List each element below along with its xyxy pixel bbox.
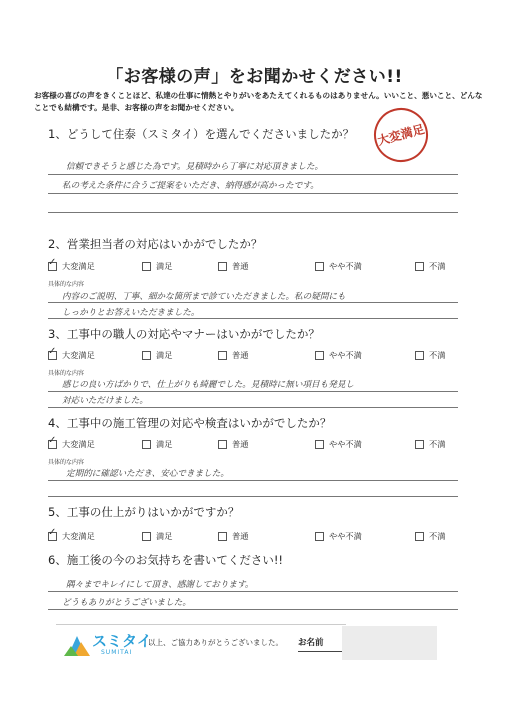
answer-1-line-2: 私の考えた条件に合うご提案をいただき、納得感が高かったです。 [62,181,319,191]
detail-label: 具体的な内容 [48,281,85,288]
checkbox[interactable] [415,351,424,360]
checkbox[interactable] [142,262,151,271]
question-5: 5、工事の仕上がりはいかがですか？ [48,505,240,519]
answer-line [48,318,458,319]
option-q3-dissatisfied[interactable]: 不満 [415,350,445,361]
sumitai-logo-icon [62,632,96,658]
checkbox[interactable] [315,532,324,541]
checkbox[interactable] [415,532,424,541]
answer-line [48,302,458,303]
checkbox[interactable] [48,257,57,271]
stamp-seal: 大変満足 [368,102,434,168]
option-q2-satisfied[interactable]: 満足 [142,261,218,272]
answer-line [48,496,458,497]
option-q2-dissatisfied[interactable]: 不満 [415,261,445,272]
option-q2-very-satisfied[interactable]: ✓ 大変満足 [48,257,95,271]
checkbox[interactable] [48,346,57,360]
option-q3-normal[interactable]: 普通 [218,350,315,361]
check-mark-icon: ✓ [48,435,57,446]
options-q5 [48,527,468,542]
options-q4 [48,435,468,450]
checkbox[interactable] [142,440,151,449]
intro-text: お客様の喜びの声をきくことほど、私達の仕事に情熱とやりがいをあたえてくれるものはありません。いいこと、悪いこと、どんなことでも結構です。是非、お客様の声をお聞かせください。 [34,91,483,112]
checkbox[interactable] [415,440,424,449]
brand-name: スミタイ [92,632,152,650]
thanks-text: 以上、ご協力ありがとうございました。 [148,638,283,647]
answer-line [48,391,458,392]
options-q2 [48,257,468,272]
options-q3 [48,346,468,361]
answer-line [48,591,458,592]
answer-line [48,212,458,213]
answer-6-line-1: 隅々までキレイにして頂き、感謝しております。 [66,580,254,590]
option-q3-very-satisfied[interactable]: ✓ 大変満足 [48,346,95,360]
checkbox[interactable] [48,435,57,449]
name-underline [298,651,344,652]
option-q4-satisfied[interactable]: 満足 [142,439,218,450]
answer-line [48,407,458,408]
detail-label: 具体的な内容 [48,370,85,377]
option-q5-normal[interactable]: 普通 [218,531,315,542]
answer-line [48,480,458,481]
answer-2-line-2: しっかりとお答えいただきました。 [62,308,200,318]
checkbox[interactable] [315,440,324,449]
question-3: 3、工事中の職人の対応やマナーはいかがでしたか？ [48,327,320,341]
checkbox[interactable] [218,532,227,541]
option-q3-satisfied[interactable]: 満足 [142,350,218,361]
checkbox[interactable] [315,262,324,271]
answer-2-line-1: 内容のご説明、丁寧、細かな箇所まで診ていただきました。私の疑問にも [62,292,346,302]
option-q4-very-satisfied[interactable]: ✓ 大変満足 [48,435,95,449]
question-6: 6、施工後の今のお気持ちを書いてください!! [48,553,284,567]
checkbox[interactable] [218,351,227,360]
option-q4-dissatisfied[interactable]: 不満 [415,439,445,450]
check-mark-icon: ✓ [48,527,57,538]
option-q5-somewhat-dissatisfied[interactable]: やや不満 [315,531,415,542]
name-redaction [342,626,437,660]
option-q4-normal[interactable]: 普通 [218,439,315,450]
option-q5-dissatisfied[interactable]: 不満 [415,531,445,542]
checkbox[interactable] [142,532,151,541]
checkbox[interactable] [48,527,57,541]
check-mark-icon: ✓ [48,346,57,357]
option-q3-somewhat-dissatisfied[interactable]: やや不満 [315,350,415,361]
option-q5-satisfied[interactable]: 満足 [142,531,218,542]
page-title: 「お客様の声」をお聞かせください!! [106,67,403,87]
option-q4-somewhat-dissatisfied[interactable]: やや不満 [315,439,415,450]
checkbox[interactable] [142,351,151,360]
answer-3-line-2: 対応いただけました。 [62,396,148,406]
option-q2-somewhat-dissatisfied[interactable]: やや不満 [315,261,415,272]
detail-label: 具体的な内容 [48,459,85,466]
answer-6-line-2: どうもありがとうございました。 [62,598,191,608]
answer-4-line-1: 定期的に確認いただき、安心できました。 [66,469,229,479]
question-1: 1、どうして住泰（スミタイ）を選んでくださいましたか？ [48,127,355,141]
question-2: 2、営業担当者の対応はいかがでしたか？ [48,237,263,251]
brand-subtitle: SUMITAI [101,649,133,656]
checkbox[interactable] [218,440,227,449]
answer-line [48,193,458,194]
answer-line [48,174,458,175]
answer-line [48,609,458,610]
answer-3-line-1: 感じの良い方ばかりで、仕上がりも綺麗でした。見積時に無い項目も発見し [62,380,355,390]
checkbox[interactable] [315,351,324,360]
footer-divider [56,624,346,625]
question-4: 4、工事中の施工管理の対応や検査はいかがでしたか？ [48,416,332,430]
checkbox[interactable] [415,262,424,271]
option-q2-normal[interactable]: 普通 [218,261,315,272]
checkbox[interactable] [218,262,227,271]
name-label: お名前 [298,638,324,648]
option-q5-very-satisfied[interactable]: ✓ 大変満足 [48,527,95,541]
answer-1-line-1: 信頼できそうと感じた為です。見積時から丁寧に対応頂きました。 [66,162,324,172]
check-mark-icon: ✓ [48,257,57,268]
